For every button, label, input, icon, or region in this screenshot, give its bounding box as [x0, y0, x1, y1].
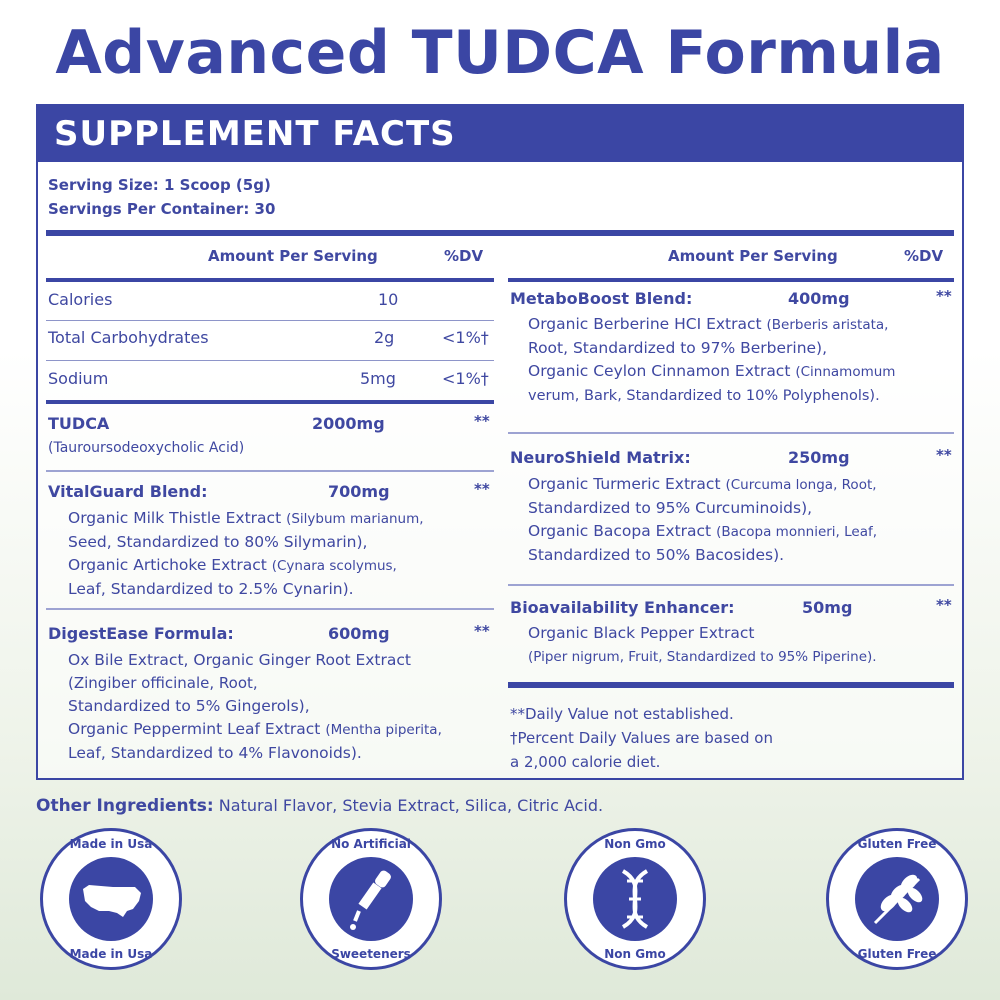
right-dv-header: %DV	[904, 247, 944, 265]
ingredient-line: Standardized to 95% Curcuminoids),	[528, 499, 813, 517]
section-divider	[46, 400, 494, 404]
ingredient-line: Standardized to 50% Bacosides).	[528, 546, 785, 564]
sodium-dv: <1%†	[442, 369, 489, 388]
row-divider	[46, 470, 494, 472]
digestease-dv: **	[474, 622, 490, 640]
ingredient-line: Root, Standardized to 97% Berberine),	[528, 339, 828, 357]
ingredient-line: Organic Turmeric Extract (Curcuma longa, Root,	[528, 475, 877, 493]
badge-no-artificial-sweeteners	[300, 828, 442, 970]
sodium-amount: 5mg	[360, 369, 396, 388]
thick-divider	[46, 230, 954, 236]
neuroshield-dv: **	[936, 446, 952, 464]
left-amount-header: Amount Per Serving	[208, 247, 378, 265]
ingredient-line: Organic Milk Thistle Extract (Silybum marianum,	[68, 509, 424, 527]
ingredient-line: (Piper nigrum, Fruit, Standardized to 95% Piperine).	[528, 649, 877, 665]
tudca-label: TUDCA	[48, 414, 110, 433]
carbs-amount: 2g	[374, 328, 395, 347]
footnote-calorie: a 2,000 calorie diet.	[510, 753, 661, 771]
neuroshield-amount: 250mg	[788, 448, 850, 467]
footnotes	[510, 702, 773, 774]
bioavailability-dv: **	[936, 596, 952, 614]
badge-bottom-text: Sweeteners	[331, 947, 411, 961]
footnote-dv: **Daily Value not established.	[510, 705, 734, 723]
vitalguard-amount: 700mg	[328, 482, 390, 501]
ingredient-line: Leaf, Standardized to 4% Flavonoids).	[68, 744, 362, 762]
bioavailability-ingredients	[528, 622, 958, 669]
badge-top-text: Gluten Free	[857, 837, 937, 851]
tudca-dv: **	[474, 412, 490, 430]
ingredient-line: Organic Black Pepper Extract	[528, 624, 755, 642]
ingredient-line: Organic Artichoke Extract (Cynara scolymus,	[68, 556, 397, 574]
badge-top-text: Non Gmo	[604, 837, 666, 851]
badge-gluten-free	[826, 828, 968, 970]
badge-made-in-usa	[40, 828, 182, 970]
bioavailability-label: Bioavailability Enhancer:	[510, 598, 735, 617]
other-ingredients-label: Other Ingredients:	[36, 796, 214, 816]
carbs-dv: <1%†	[442, 328, 489, 347]
calories-amount: 10	[378, 290, 399, 309]
badge-top-text: No Artificial	[331, 837, 411, 851]
ingredient-line: Organic Ceylon Cinnamon Extract (Cinnamomum	[528, 362, 896, 380]
row-divider	[508, 584, 954, 586]
ingredient-line: (Zingiber officinale, Root,	[68, 674, 258, 692]
ingredient-line: Ox Bile Extract, Organic Ginger Root Extract	[68, 651, 411, 669]
metaboboost-dv: **	[936, 287, 952, 305]
neuroshield-label: NeuroShield Matrix:	[510, 448, 691, 467]
vitalguard-label: VitalGuard Blend:	[48, 482, 208, 501]
other-ingredients-text: Natural Flavor, Stevia Extract, Silica, Citric Acid.	[213, 796, 604, 815]
tudca-amount: 2000mg	[312, 414, 385, 433]
badge-bottom-text: Non Gmo	[604, 947, 666, 961]
ingredient-line: verum, Bark, Standardized to 10% Polyphenols).	[528, 388, 880, 404]
left-dv-header: %DV	[444, 247, 484, 265]
carbs-label: Total Carbohydrates	[48, 328, 209, 347]
page-title: Advanced TUDCA Formula	[55, 18, 945, 88]
ingredient-line: Organic Bacopa Extract (Bacopa monnieri, Leaf,	[528, 522, 878, 540]
vitalguard-dv: **	[474, 480, 490, 498]
ingredient-line: Organic Peppermint Leaf Extract (Mentha piperita,	[68, 720, 442, 738]
supplement-facts-header: SUPPLEMENT FACTS	[38, 106, 962, 162]
badge-bottom-text: Made in Usa	[69, 947, 153, 961]
right-header-divider	[508, 278, 954, 282]
vitalguard-ingredients	[68, 507, 488, 601]
calories-label: Calories	[48, 290, 113, 309]
digestease-amount: 600mg	[328, 624, 390, 643]
row-divider	[46, 320, 494, 321]
row-divider	[508, 432, 954, 434]
metaboboost-ingredients	[528, 313, 958, 408]
footnote-percent: †Percent Daily Values are based on	[510, 729, 773, 747]
servings-per-container: Servings Per Container: 30	[48, 200, 276, 218]
metaboboost-label: MetaboBoost Blend:	[510, 289, 693, 308]
other-ingredients	[36, 796, 603, 816]
ingredient-line: Organic Berberine HCI Extract (Berberis aristata,	[528, 315, 889, 333]
sodium-label: Sodium	[48, 369, 109, 388]
left-header-divider	[46, 278, 494, 282]
row-divider	[46, 360, 494, 361]
metaboboost-amount: 400mg	[788, 289, 850, 308]
row-divider	[46, 608, 494, 610]
supplement-facts-panel	[36, 104, 964, 780]
ingredient-line: Leaf, Standardized to 2.5% Cynarin).	[68, 580, 354, 598]
serving-size: Serving Size: 1 Scoop (5g)	[48, 176, 271, 194]
badge-bottom-text: Gluten Free	[857, 947, 937, 961]
tudca-subtitle: (Tauroursodeoxycholic Acid)	[48, 440, 245, 456]
thick-divider	[508, 682, 954, 688]
ingredient-line: Standardized to 5% Gingerols),	[68, 697, 310, 715]
digestease-label: DigestEase Formula:	[48, 624, 234, 643]
bioavailability-amount: 50mg	[802, 598, 853, 617]
digestease-ingredients	[68, 649, 488, 765]
right-amount-header: Amount Per Serving	[668, 247, 838, 265]
badge-top-text: Made in Usa	[69, 837, 153, 851]
ingredient-line: Seed, Standardized to 80% Silymarin),	[68, 533, 368, 551]
badge-non-gmo	[564, 828, 706, 970]
neuroshield-ingredients	[528, 473, 958, 567]
